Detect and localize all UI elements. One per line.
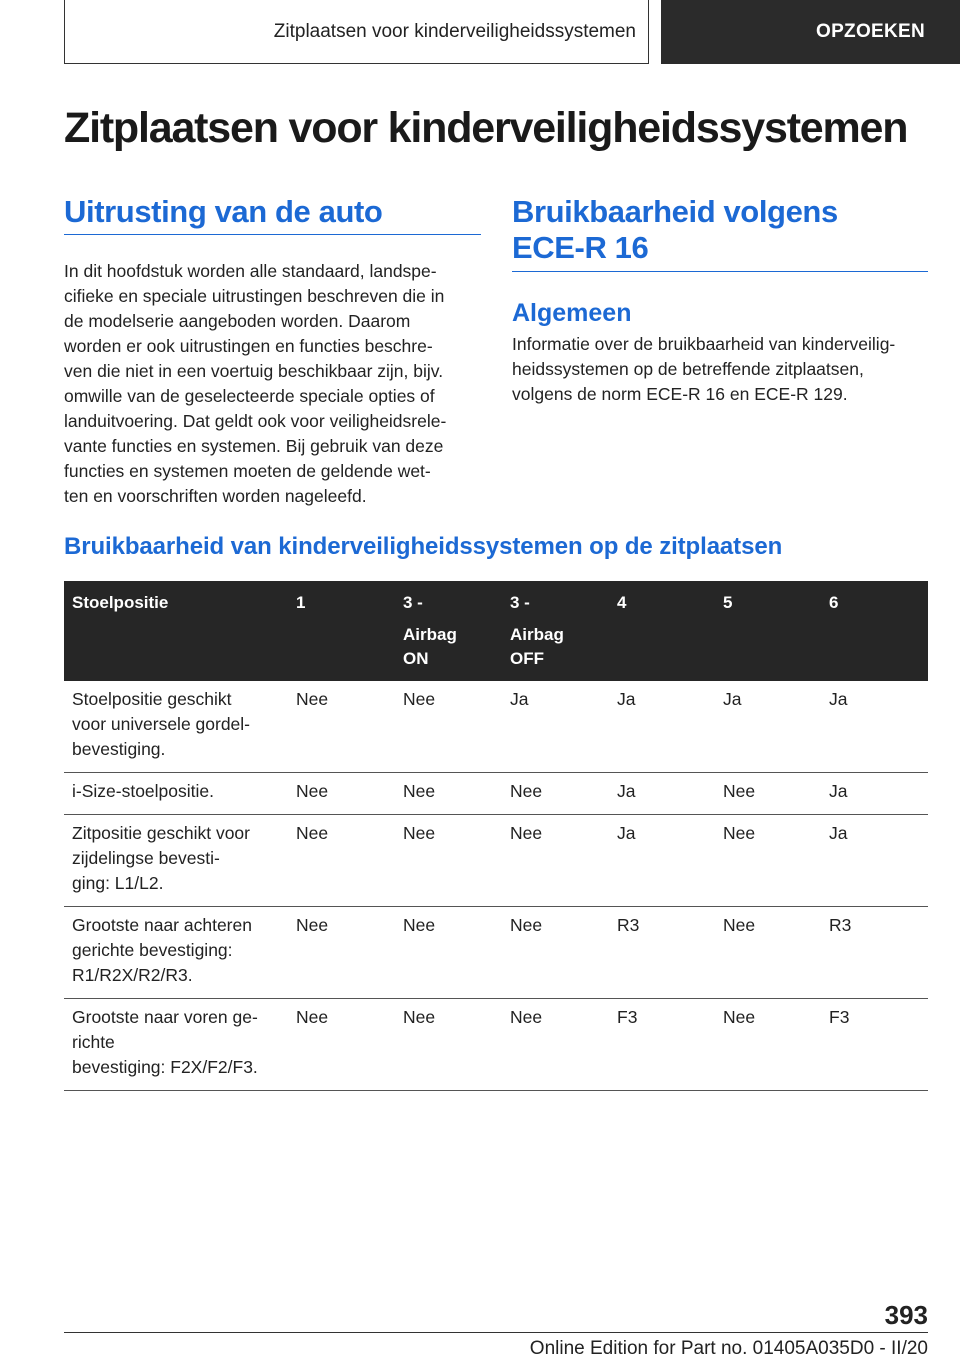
table-cell: Nee <box>395 773 502 815</box>
row-label: Grootste naar achteren gerichte bevestiging: R1/R2X/R2/R3. <box>64 907 288 999</box>
table-cell: F3 <box>821 999 928 1091</box>
table-cell: Nee <box>288 815 395 907</box>
table-cell: Nee <box>395 907 502 999</box>
right-column <box>512 194 928 407</box>
table-cell: R3 <box>821 907 928 999</box>
table-row <box>64 681 928 773</box>
general-text: Informatie over de bruikbaarheid van kinderveilig- heidssystemen op de betreffende zitplaatsen, volgens de norm ECE-R 16 en ECE-R 129. <box>512 334 896 404</box>
table-cell: Nee <box>288 999 395 1091</box>
table-section-title: Bruikbaarheid van kinderveiligheidssystemen op de zitplaatsen <box>64 533 783 560</box>
table-cell: Nee <box>715 999 821 1091</box>
table-cell: Ja <box>821 815 928 907</box>
page-number: 393 <box>884 1300 928 1330</box>
table-cell: Nee <box>395 815 502 907</box>
table-cell: Nee <box>395 999 502 1091</box>
table-cell: Ja <box>715 681 821 773</box>
table-cell: R3 <box>609 907 715 999</box>
table-cell: Nee <box>715 907 821 999</box>
table-cell: Ja <box>502 681 609 773</box>
nav-tab-label: OPZOEKEN <box>816 21 926 42</box>
table-row <box>64 773 928 815</box>
equipment-heading: Uitrusting van de auto <box>64 194 383 229</box>
header-cell: 6 <box>821 581 928 681</box>
footer-rule <box>64 1332 928 1333</box>
left-column <box>64 194 481 509</box>
table-cell: Ja <box>609 681 715 773</box>
row-label: i-Size-stoelpositie. <box>64 773 288 815</box>
table-cell: Nee <box>502 815 609 907</box>
usability-heading: Bruikbaarheid volgens ECE-R 16 <box>512 194 838 265</box>
table-cell: Ja <box>609 815 715 907</box>
header-cell: 3 - Airbag OFF <box>502 581 609 681</box>
header-cell: 1 <box>288 581 395 681</box>
section-tab[interactable] <box>64 0 649 64</box>
row-label: Zitpositie geschikt voor zijdelingse bevesti- ging: L1/L2. <box>64 815 288 907</box>
table-cell: Nee <box>715 815 821 907</box>
row-label: Grootste naar voren ge- richte bevestiging: F2X/F2/F3. <box>64 999 288 1091</box>
table-cell: Ja <box>609 773 715 815</box>
table-row <box>64 815 928 907</box>
general-subheading: Algemeen <box>512 299 632 327</box>
table-header-row <box>64 581 928 681</box>
table-cell: Nee <box>395 681 502 773</box>
table-cell: Nee <box>715 773 821 815</box>
table-cell: Nee <box>288 773 395 815</box>
header-cell: 3 - Airbag ON <box>395 581 502 681</box>
nav-tab-opzoeken[interactable] <box>661 0 960 64</box>
page-title: Zitplaatsen voor kinderveiligheidssystemen <box>64 104 908 152</box>
header-cell: Stoelpositie <box>64 581 288 681</box>
table-cell: F3 <box>609 999 715 1091</box>
table-cell: Ja <box>821 773 928 815</box>
table-cell: Nee <box>288 907 395 999</box>
table-cell: Nee <box>502 999 609 1091</box>
table-cell: Nee <box>502 773 609 815</box>
header-cell: 5 <box>715 581 821 681</box>
row-label: Stoelpositie geschikt voor universele gordel- bevestiging. <box>64 681 288 773</box>
equipment-text: In dit hoofdstuk worden alle standaard, landspe- cifieke en speciale uitrustingen beschreven die in de modelserie aangeboden worden. Daarom worden er ook uitrustingen en functies beschre- ven die niet in een voertuig beschikbaar zijn, bijv. omwille van de geselecteerde speciale opties of landuitvoering. Dat geldt ook voor veiligheidsrele- vante functies en systemen. Bij gebruik van deze functies en systemen moeten de geldende wet- ten en voorschriften worden nageleefd. <box>64 261 447 506</box>
header-cell: 4 <box>609 581 715 681</box>
table-row <box>64 999 928 1091</box>
edition-footer: Online Edition for Part no. 01405A035D0 - II/20 <box>529 1338 928 1359</box>
table-row <box>64 907 928 999</box>
section-tab-label: Zitplaatsen voor kinderveiligheidssystemen <box>273 20 636 42</box>
table-cell: Ja <box>821 681 928 773</box>
table-cell: Nee <box>288 681 395 773</box>
seat-usability-table <box>64 581 928 1091</box>
table-cell: Nee <box>502 907 609 999</box>
